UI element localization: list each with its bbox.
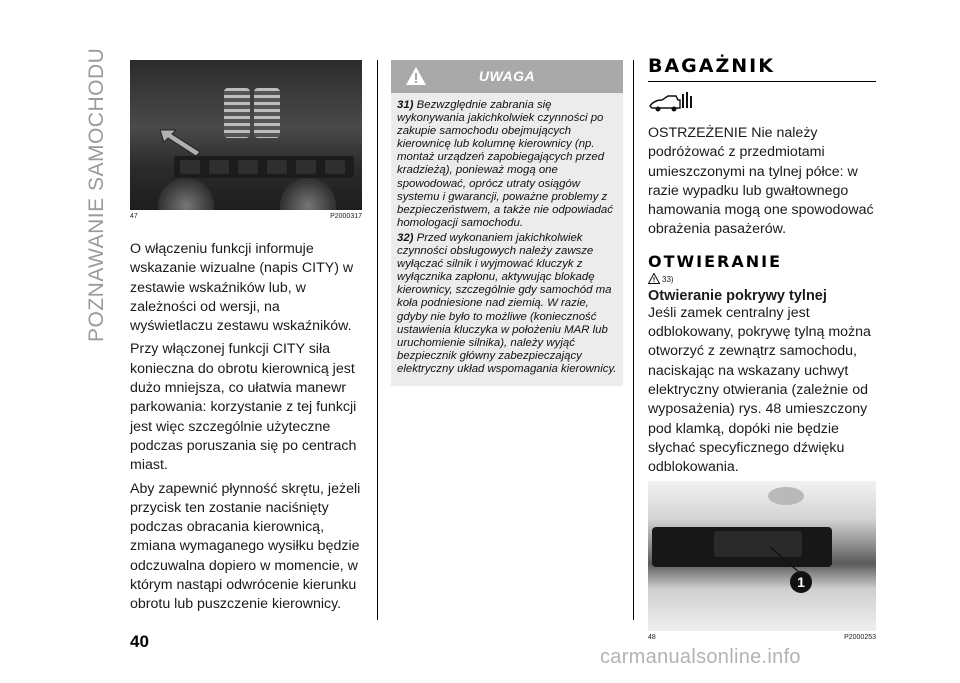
- pointer-arrow-icon: [156, 128, 204, 158]
- warning-body: [391, 93, 623, 386]
- paragraph: Aby zapewnić płynność skrętu, jeżeli przycisk ten zostanie naciśnięty podczas obracania kierownicą, zmiana wymaganego wysiłku będzie odczuwalna dopiero w momencie, w którym nastąpi odwrócenie kierunku obrotu lub puszczenie kierownicy.: [130, 480, 361, 613]
- subsection-heading: OTWIERANIE: [648, 251, 783, 271]
- column-divider: [633, 60, 634, 620]
- figure-47-dashboard-photo: [130, 60, 362, 210]
- figure-48-tailgate-photo: [648, 481, 876, 631]
- paragraph: Jeśli zamek centralny jest odblokowany, pokrywę tylną można otworzyć z zewnątrz samochodu, naciskając na wskazany uchwyt elektryczny otwierania (zależnie od wyposażenia) rys. 48 umieszczony pod klamką, dopóki nie będzie słychać specyficznego dźwięku odblokowania.: [648, 304, 871, 476]
- section-text: [648, 304, 876, 478]
- paragraph: O włączeniu funkcji informuje wskazanie wizualne (napis CITY) w zestawie wskaźników lub, w zależności od wersji, na wyświetlaczu zestawu wskaźników.: [130, 241, 354, 335]
- air-vent-left: [224, 88, 250, 138]
- figure-code: P2000253: [844, 634, 876, 642]
- control-knob-right: [280, 178, 336, 210]
- warning-item-number: 31): [397, 99, 414, 111]
- control-knob-left: [158, 178, 214, 210]
- side-chapter-title: POZNAWANIE SAMOCHODU: [85, 48, 108, 343]
- section-title: Otwieranie pokrywy tylnej: [648, 287, 827, 304]
- page-number: 40: [130, 632, 149, 651]
- warning-item: [397, 99, 617, 230]
- column-left: [130, 60, 362, 619]
- warning-triangle-icon: [648, 273, 660, 284]
- figure-code: P2000317: [330, 213, 362, 220]
- trunk-warning-text: [648, 124, 876, 240]
- figure-48-caption: [648, 634, 876, 641]
- icon-row: [648, 90, 876, 116]
- column-right: [648, 55, 876, 641]
- warning-item-text: Przed wykonaniem jakichkolwiek czynności obsługowych należy zawsze wyłączać silnik i wyjmować kluczyk z wyłącznika zapłonu, aktywując blokadę kierownicy, szczególnie gdy samochód ma koła podniesione nad ziemią. W razie, gdyby nie było to możliwe (konieczność ustawienia kluczyka w położeniu MAR lub uruchomienie silnika), należy wyjąć bezpiecznik główny zabezpieczający elektryczny układ wspomagania kierownicy.: [397, 231, 617, 375]
- callout-marker: 1: [790, 571, 812, 593]
- air-vent-right: [254, 88, 280, 138]
- column-left-text: [130, 240, 362, 615]
- figure-number: 47: [130, 213, 138, 220]
- warning-item-text: Bezwzględnie zabrania się wykonywania jakichkolwiek czynności po zakupie samochodu obejmujących kierownicę lub kolumnę kierownicy (np. montaż urządzeń zapobiegających przed kradzieżą), ponieważ mogą one spowodować, oprócz utraty osiągów systemu i gwarancji, poważne problemy z bezpieczeństwem, a także nie odpowiadać homologacji samochodu.: [397, 99, 613, 229]
- warning-reference: [648, 273, 876, 284]
- figure-number: 48: [648, 634, 656, 642]
- site-watermark: carmanualsonline.info: [600, 646, 801, 668]
- heading-rule: [648, 81, 876, 82]
- warning-title: UWAGA: [478, 68, 536, 84]
- paragraph: Przy włączonej funkcji CITY siła konieczna do obrotu kierownicą jest dużo mniejsza, co ułatwia manewr parkowania: korzystanie z tej funkcji jest więc szczególnie użyteczne podczas poruszania się po centrach miast.: [130, 341, 357, 474]
- warning-item: [397, 232, 617, 376]
- column-divider: [377, 60, 378, 620]
- paragraph: OSTRZEŻENIE Nie należy podróżować z przedmiotami umieszczonymi na tylnej półce: w razie wypadku lub gwałtownego hamowania mogą one spowodować obrażenia pasażerów.: [648, 125, 874, 238]
- section-heading: BAGAŻNIK: [648, 55, 775, 77]
- column-middle: [391, 60, 623, 386]
- warning-ref-number: 33): [662, 274, 674, 284]
- warning-item-number: 32): [397, 231, 414, 244]
- warning-header: [391, 60, 623, 93]
- car-trunk-icon: [648, 90, 694, 114]
- figure-47-caption: [130, 213, 362, 220]
- car-emblem: [768, 487, 804, 505]
- dashboard-button-row: [174, 156, 354, 178]
